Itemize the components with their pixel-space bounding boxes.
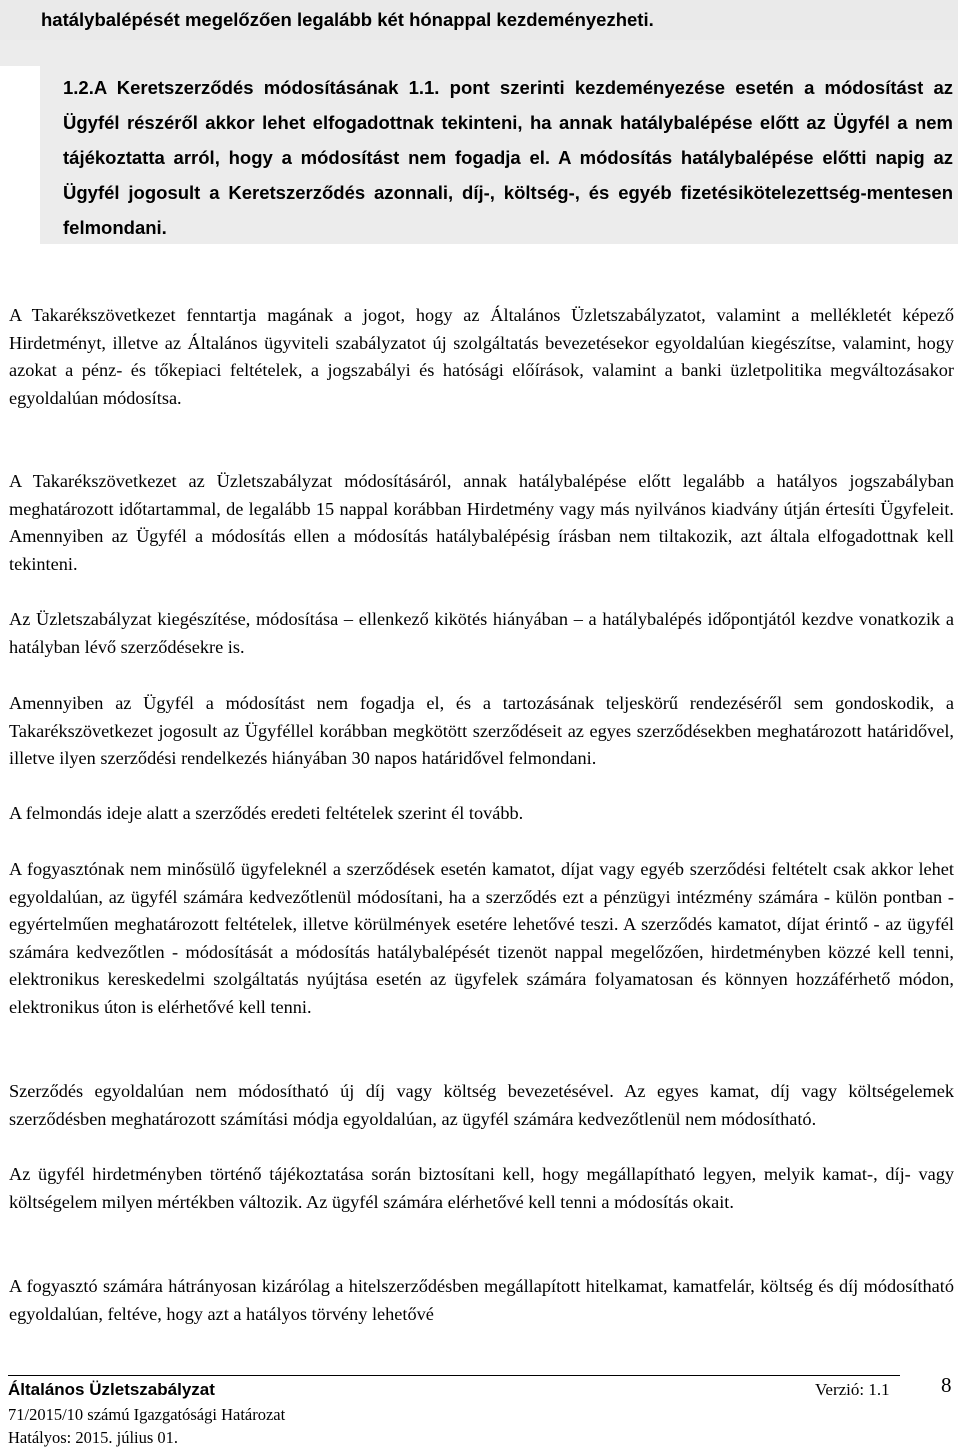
paragraph-1: A Takarékszövetkezet fenntartja magának a jogot, hogy az Általános Üzletszabályzatot, valamint a mellékletét képező Hirdetményt, illetve az Általános ügyviteli szabályzatot új szolgáltatás bevezetésekor egyoldalúan kiegészítse, valamint, hogy azokat a pénz- és tőkepiaci feltételek, a jogszabályi és hatósági előírások, valamint a banki üzletpolitika megváltozásakor egyoldalúan módosítsa. xyxy=(9,305,954,408)
footer-rule xyxy=(8,1375,900,1376)
footer-effective: Hatályos: 2015. július 01. xyxy=(8,1428,179,1447)
paragraph-6: A fogyasztónak nem minősülő ügyfeleknél a szerződések esetén kamatot, díjat vagy egyéb szerződési feltételt csak akkor lehet egyoldalúan, az ügyfél számára kedvezőtlenül módosítani, ha a szerződés ezt a pénzügyi intézmény számára - külön pontban - egyértelműen meghatározott feltételek, illetve körülmények esetére lehetővé teszi. A szerződés kamatot, díjat érintő - az ügyfél számára kedvezőtlen - módosítását a módosítás hatálybalépését tizenöt nappal megelőzően, hirdetményben közzé kell tenni, elektronikus kereskedelmi szolgáltatás nyújtása esetén az ügyfelek számára folyamatosan és könnyen hozzáférhető módon, elektronikus úton is elérhetővé kell tenni. xyxy=(9,859,954,1017)
footer-decree: 71/2015/10 számú Igazgatósági Határozat xyxy=(8,1405,286,1424)
paragraph-5: A felmondás ideje alatt a szerződés eredeti feltételek szerint él tovább. xyxy=(9,803,524,823)
footer-title: Általános Üzletszabályzat xyxy=(8,1380,215,1399)
paragraph-9: A fogyasztó számára hátrányosan kizárólag a hitelszerződésben megállapított hitelkamat, kamatfelár, költség és díj módosítható egyoldalúan, feltéve, hogy azt a hatályos törvény lehetővé xyxy=(9,1276,954,1324)
paragraph-4: Amennyiben az Ügyfél a módosítást nem fogadja el, és a tartozásának teljeskörű rendezéséről sem gondoskodik, a Takarékszövetkezet jogosult az Ügyféllel korábban megkötött szerződéseit az egyes szerződésekben meghatározott határidővel, illetve ilyen szerződési rendelkezés hiányában 30 napos határidővel felmondani. xyxy=(9,693,954,768)
paragraph-8: Az ügyfél hirdetményben történő tájékoztatása során biztosítani kell, hogy megállapítható legyen, melyik kamat-, díj- vagy költségelem milyen mértékben változik. Az ügyfél számára elérhetővé kell tenni a módosítás okait. xyxy=(9,1164,954,1212)
section-1-2: 1.2.A Keretszerződés módosításának 1.1. pont szerinti kezdeményezése esetén a módosítást az Ügyfél részéről akkor lehet elfogadottnak tekinteni, ha annak hatálybalépése előtt az Ügyfél a nem tájékoztatta arról, hogy a módosítást nem fogadja el. A módosítás hatálybalépése előtti napig az Ügyfél jogosult a Keretszerződés azonnali, díj-, költség-, és egyéb fizetésikötelezettség-mentesen felmondani. xyxy=(63,77,953,238)
paragraph-3: Az Üzletszabályzat kiegészítése, módosítása – ellenkező kikötés hiányában – a hatálybalépés időpontjától kezdve vonatkozik a hatályban lévő szerződésekre is. xyxy=(9,609,954,657)
paragraph-2: A Takarékszövetkezet az Üzletszabályzat módosításáról, annak hatálybalépése előtt legalább a hatályos jogszabályban meghatározott időtartammal, de legalább 15 nappal korábban Hirdetmény vagy más nyilvános kiadvány útján értesíti Ügyfeleit. Amennyiben az Ügyfél a módosítás ellen a módosítás hatálybalépésig írásban nem tiltakozik, azt általa elfogadottnak kell tekinteni. xyxy=(9,471,954,574)
paragraph-7: Szerződés egyoldalúan nem módosítható új díj vagy költség bevezetésével. Az egyes kamat, díj vagy költségelemek szerződésben meghatározott számítási módja egyoldalúan, az ügyfél számára kedvezőtlenül nem módosítható. xyxy=(9,1081,954,1129)
highlight-strip xyxy=(0,40,958,66)
page-number: 8 xyxy=(941,1373,952,1397)
top-line: hatálybalépését megelőzően legalább két hónappal kezdeményezheti. xyxy=(41,9,654,30)
footer-version: Verzió: 1.1 xyxy=(815,1380,890,1399)
